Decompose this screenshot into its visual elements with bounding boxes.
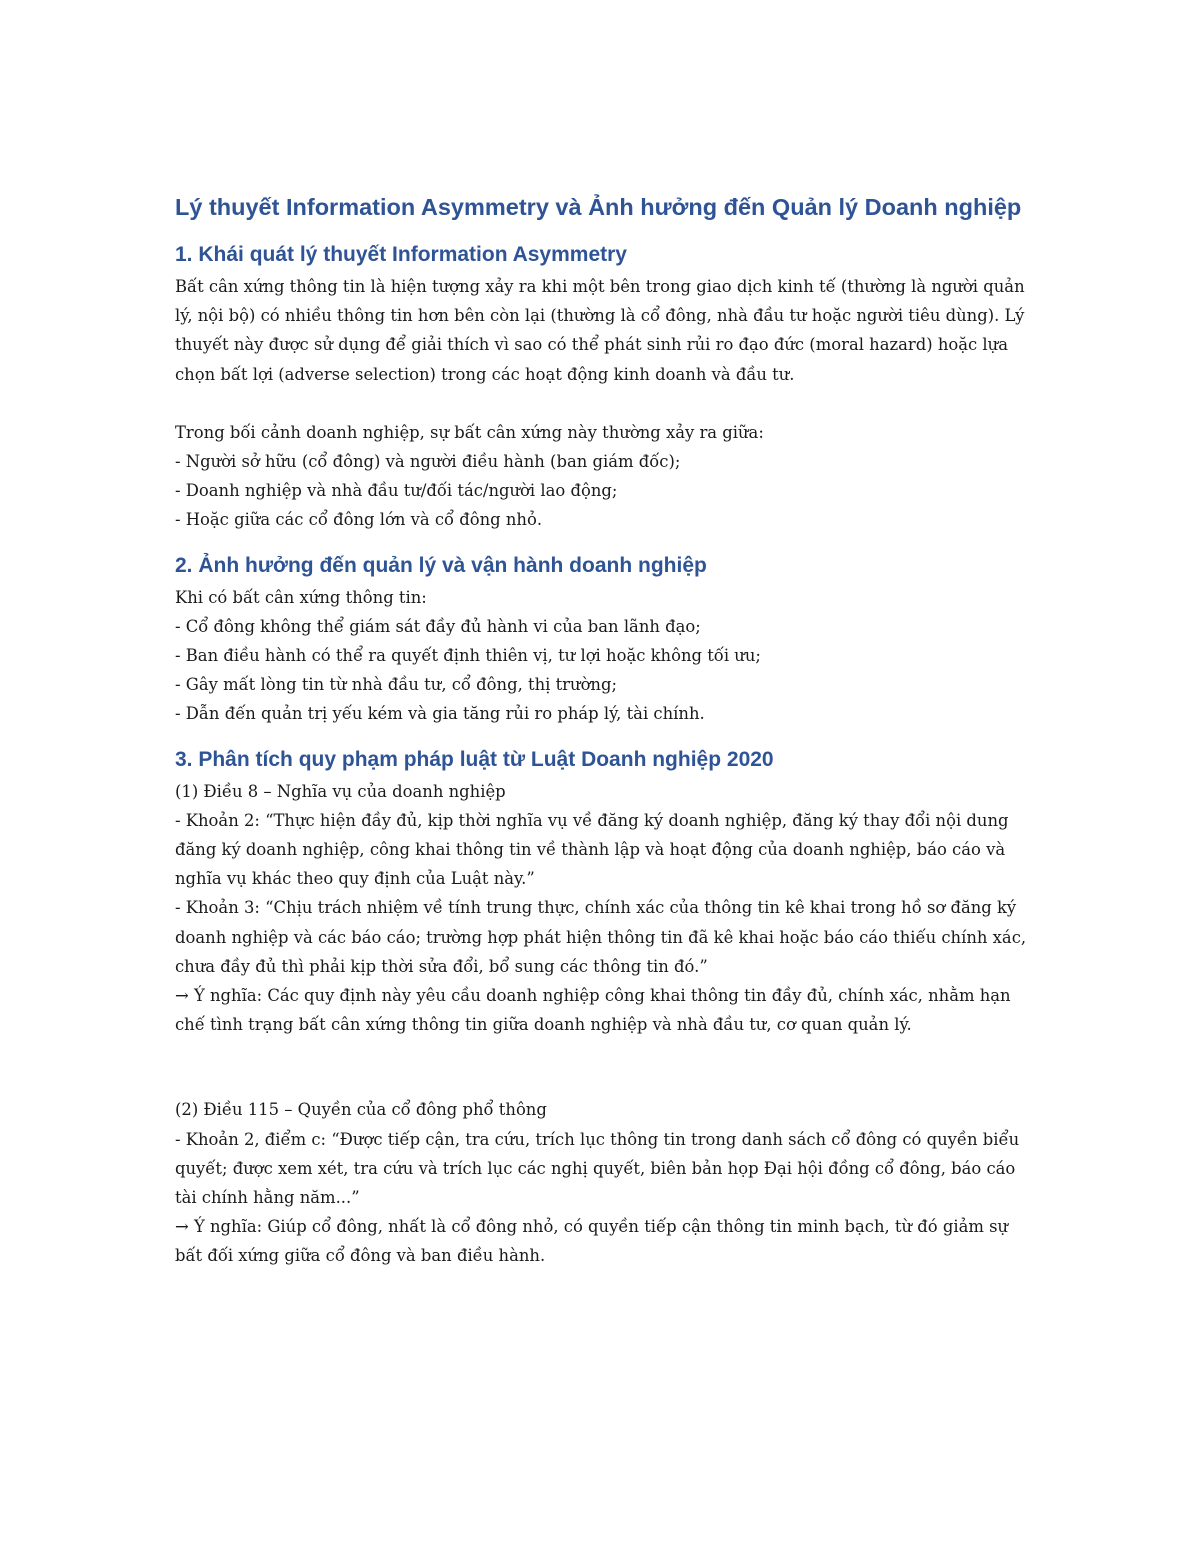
list-item: - Cổ đông không thể giám sát đầy đủ hành vi của ban lãnh đạo; xyxy=(175,616,701,636)
list-item: - Gây mất lòng tin từ nhà đầu tư, cổ đông, thị trường; xyxy=(175,675,618,695)
list-item: - Người sở hữu (cổ đông) và người điều hành (ban giám đốc); xyxy=(175,452,681,472)
list-item: - Dẫn đến quản trị yếu kém và gia tăng rủi ro pháp lý, tài chính. xyxy=(175,704,705,724)
section-3-heading: 3. Phân tích quy phạm pháp luật từ Luật Doanh nghiệp 2020 xyxy=(175,747,774,771)
document-title: Lý thuyết Information Asymmetry và Ảnh hưởng đến Quản lý Doanh nghiệp xyxy=(175,194,1022,220)
section-2-intro: Khi có bất cân xứng thông tin: xyxy=(175,587,427,607)
article-115-title: (2) Điều 115 – Quyền của cổ đông phổ thông xyxy=(175,1100,547,1120)
document-page xyxy=(175,188,1035,1271)
list-item: - Hoặc giữa các cổ đông lớn và cổ đông nhỏ. xyxy=(175,510,543,530)
list-item: - Ban điều hành có thể ra quyết định thiên vị, tư lợi hoặc không tối ưu; xyxy=(175,646,761,666)
section-1-paragraph: Bất cân xứng thông tin là hiện tượng xảy ra khi một bên trong giao dịch kinh tế (thường là người quản lý, nội bộ) có nhiều thông tin hơn bên còn lại (thường là cổ đông, nhà đầu tư hoặc người tiêu dùng). Lý thuyết này được sử dụng để giải thích vì sao có thể phát sinh rủi ro đạo đức (moral hazard) hoặc lựa chọn bất lợi (adverse selection) trong các hoạt động kinh doanh và đầu tư. xyxy=(175,277,1030,384)
article-8-clause-3: - Khoản 3: “Chịu trách nhiệm về tính trung thực, chính xác của thông tin kê khai trong hồ sơ đăng ký doanh nghiệp và các báo cáo; trường hợp phát hiện thông tin đã kê khai hoặc báo cáo thiếu chính xác, chưa đầy đủ thì phải kịp thời sửa đổi, bổ sung các thông tin đó.” xyxy=(175,898,1032,976)
article-8-clause-2: - Khoản 2: “Thực hiện đầy đủ, kịp thời nghĩa vụ về đăng ký doanh nghiệp, đăng ký thay đổi nội dung đăng ký doanh nghiệp, công khai thông tin về thành lập và hoạt động của doanh nghiệp, báo cáo và nghĩa vụ khác theo quy định của Luật này.” xyxy=(175,810,1014,889)
section-1-intro: Trong bối cảnh doanh nghiệp, sự bất cân xứng này thường xảy ra giữa: xyxy=(175,422,764,442)
section-1-heading: 1. Khái quát lý thuyết Information Asymmetry xyxy=(175,243,627,266)
article-115-meaning: → Ý nghĩa: Giúp cổ đông, nhất là cổ đông nhỏ, có quyền tiếp cận thông tin minh bạch, từ đó giảm sự bất đối xứng giữa cổ đông và ban điều hành. xyxy=(175,1217,1014,1266)
article-8-meaning: → Ý nghĩa: Các quy định này yêu cầu doanh nghiệp công khai thông tin đầy đủ, chính xác, nhằm hạn chế tình trạng bất cân xứng thông tin giữa doanh nghiệp và nhà đầu tư, cơ quan quản lý. xyxy=(175,986,1016,1035)
list-item: - Doanh nghiệp và nhà đầu tư/đối tác/người lao động; xyxy=(175,481,618,501)
article-115-clause-2c: - Khoản 2, điểm c: “Được tiếp cận, tra cứu, trích lục thông tin trong danh sách cổ đông có quyền biểu quyết; được xem xét, tra cứu và trích lục các nghị quyết, biên bản họp Đại hội đồng cổ đông, báo cáo tài chính hằng năm...” xyxy=(175,1129,1025,1208)
article-8-title: (1) Điều 8 – Nghĩa vụ của doanh nghiệp xyxy=(175,781,506,801)
section-2-heading: 2. Ảnh hưởng đến quản lý và vận hành doanh nghiệp xyxy=(175,553,707,577)
